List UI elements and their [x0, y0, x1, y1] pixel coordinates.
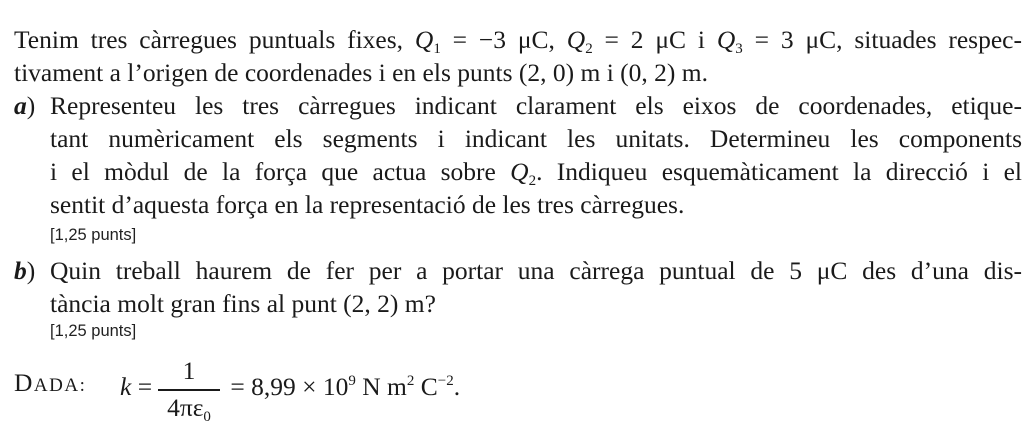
part-b-label-wrap: b) [14, 256, 36, 285]
statement-text: = 2 μC i [592, 25, 717, 54]
charge-subscript: 2 [528, 173, 537, 189]
part-a-text: . Indiqueu esquemàticament la direcció i el [536, 157, 1023, 186]
unit-c-exponent: −2 [437, 373, 454, 389]
statement-text: Tenim tres càrregues puntuals fixes, [14, 25, 415, 54]
value-main: = 8,99 × 10 [224, 372, 349, 401]
constant-value [224, 372, 460, 402]
equals-sign: = [131, 372, 159, 401]
charge-subscript: 2 [585, 41, 593, 57]
charge-subscript: 3 [735, 41, 743, 57]
part-a-line-4: sentit d’aquesta força en la representació de les tres càrregues. [50, 190, 685, 219]
part-b-label: b [14, 256, 27, 285]
charge-symbol-q2: Q [510, 157, 529, 186]
statement-line-2: tivament a l’origen de coordenades i en els punts (2, 0) m i (0, 2) m. [14, 58, 708, 87]
charge-symbol-q3: Q [716, 25, 736, 54]
statement-text: = −3 μC, [440, 25, 567, 54]
part-a-label: a [14, 91, 27, 120]
statement-text: = 3 μC, situades respec- [742, 25, 1022, 54]
part-a-label-wrap: a) [14, 91, 36, 120]
fraction-bar [158, 389, 220, 391]
unit-nm: N m [355, 372, 407, 401]
k-expression [120, 372, 158, 402]
k-symbol: k [120, 372, 132, 401]
statement-line-1 [14, 24, 1022, 55]
charge-symbol-q2: Q [566, 25, 586, 54]
denominator-main: 4πε [167, 393, 204, 422]
unit-nm-exponent: 2 [406, 373, 415, 389]
part-b-line-1: Quin treball haurem de fer per a portar una càrrega puntual de 5 μC des d’una dis- [50, 256, 1022, 285]
unit-c: C [414, 372, 438, 401]
value-exponent: 9 [348, 373, 356, 389]
charge-symbol-q1: Q [414, 25, 434, 54]
data-label-rest: ADA: [33, 375, 87, 396]
part-a-text: i el mòdul de la força que actua sobre [50, 157, 511, 186]
fraction-denominator [158, 393, 220, 423]
part-a-line-1: Representeu les tres càrregues indicant clarament els eixos de coordenades, etique- [50, 91, 1022, 120]
data-label [14, 368, 86, 398]
part-a-line-3 [50, 156, 1022, 187]
part-a-points: [1,25 punts] [50, 226, 137, 244]
denominator-subscript: 0 [203, 409, 211, 425]
charge-subscript: 1 [433, 41, 441, 57]
period: . [453, 372, 461, 401]
part-b-points: [1,25 punts] [50, 322, 137, 340]
data-label-initial: D [14, 368, 34, 397]
part-b-line-2: tància molt gran fins al punt (2, 2) m? [50, 289, 436, 318]
part-a-line-2: tant numèricament els segments i indicant les unitats. Determineu les components [50, 124, 1022, 153]
fraction-numerator: 1 [182, 356, 196, 385]
